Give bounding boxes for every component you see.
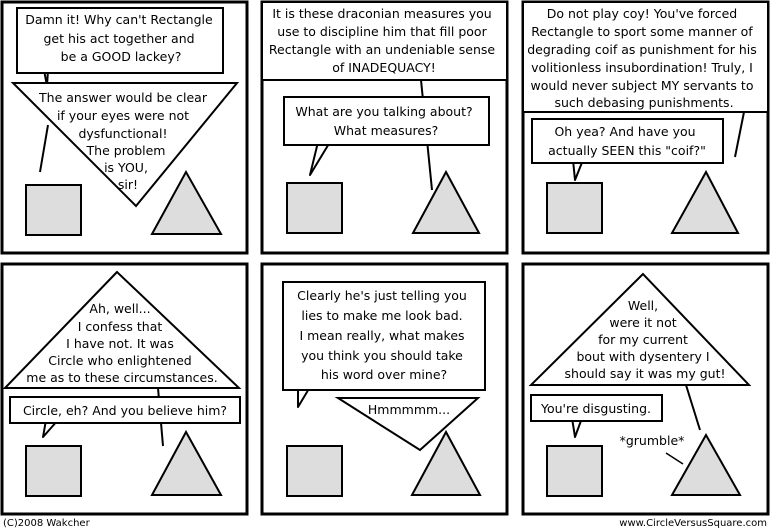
bubble-text: You're disgusting. (540, 401, 652, 416)
panel-6 (523, 264, 768, 514)
bubble-text: Circle, eh? And you believe him? (22, 403, 228, 418)
bubble-text: Well, were it not for my current bout with dysentery I should say it was my gut! (564, 298, 726, 381)
square-character (547, 183, 602, 233)
bubble-text: Oh yea? And have you actually SEEN this "coif?" (548, 124, 706, 158)
square-character (26, 446, 81, 496)
footer (3, 518, 767, 529)
panel-5 (262, 264, 507, 514)
panel-1 (2, 2, 247, 253)
bubble-text: Do not play coy! You've forced Rectangle to sport some manner of degrading coif as punishment for his volitionless insubordination! Truly, I would never subject MY servants to such debasing punishments. (527, 6, 757, 110)
square-character (287, 446, 342, 496)
bubble-text: Ah, well... I confess that I have not. It was Circle who enlightened me as to these circumstances. (26, 301, 218, 385)
square-character (26, 185, 81, 235)
square-character (547, 446, 602, 496)
bubble-text: Clearly he's just telling you lies to make me look bad. I mean really, what makes you think you should take his word over mine? (297, 288, 467, 382)
square-character (287, 183, 342, 233)
site-url-text: www.CircleVersusSquare.com (619, 518, 767, 529)
speech-bubble-5-1 (283, 282, 485, 407)
copyright-text: (C)2008 Wakcher (3, 518, 90, 529)
panel-4 (2, 264, 247, 514)
sound-text: *grumble* (619, 433, 685, 448)
bubble-text: What are you talking about? What measures? (295, 104, 473, 138)
panel-3 (523, 2, 768, 253)
bubble-text: Hmmmmm... (367, 402, 451, 417)
bubble-text: The answer would be clear if your eyes were not dysfunctional! The problem is YOU, sir! (39, 90, 207, 192)
bubble-text: Damn it! Why can't Rectangle get his act together and be a GOOD lackey? (25, 12, 213, 64)
bubble-text: It is these draconian measures you use to discipline him that fill poor Rectangle with an undeniable sense of INADEQUACY! (268, 6, 496, 75)
panel-2 (262, 2, 507, 253)
